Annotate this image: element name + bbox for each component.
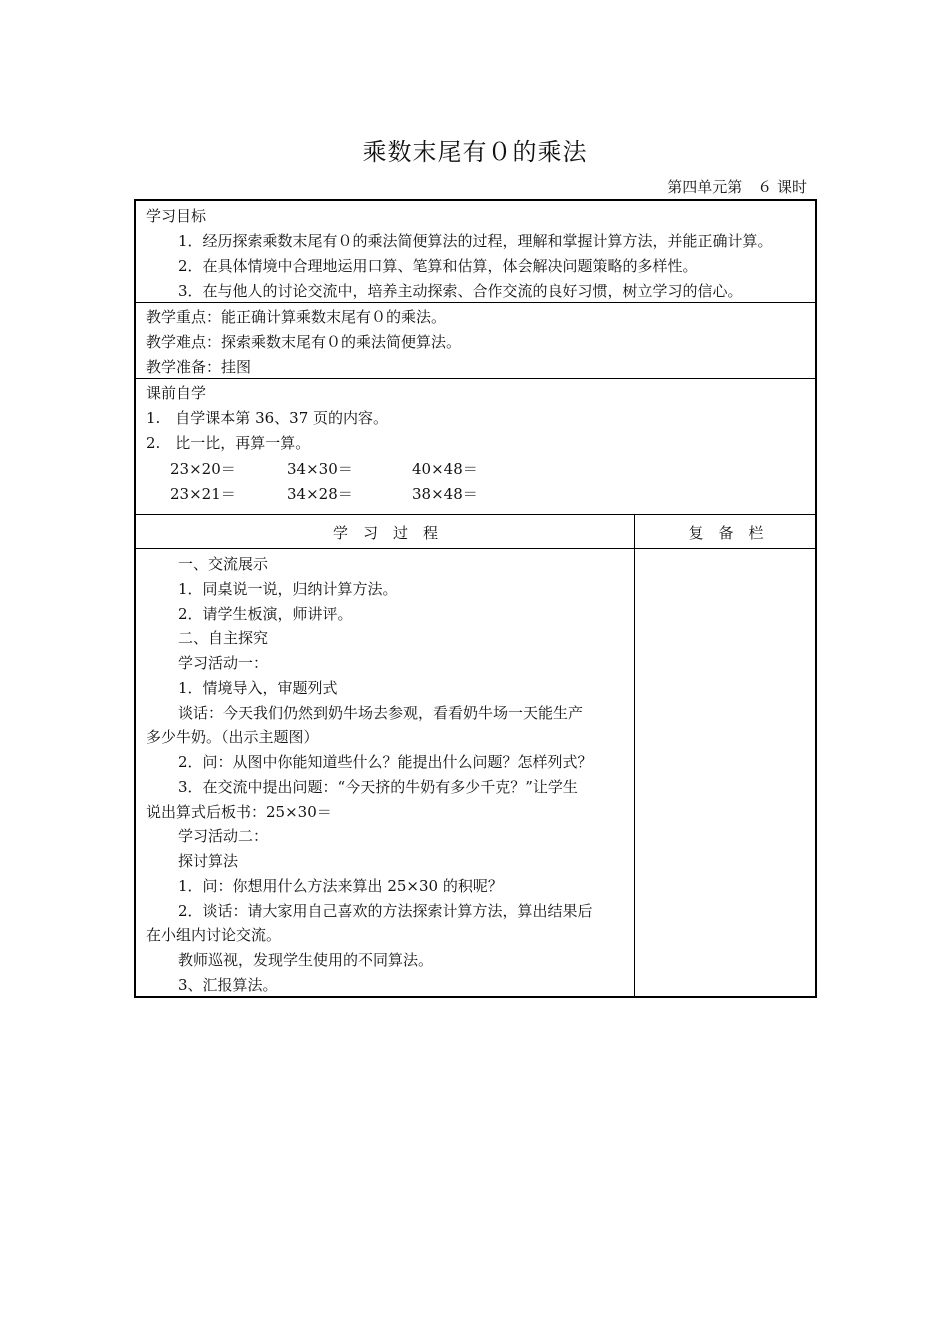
process-line: 学习活动二： [178,827,269,845]
process-line: 多少牛奶。（出示主题图） [146,728,319,746]
divider [136,514,815,515]
process-column-header: 学 习 过 程 [332,524,438,542]
exercise: 38×48＝ [412,485,478,503]
teaching-focus: 教学重点：能正确计算乘数末尾有０的乘法。 [146,308,447,326]
process-line: 在小组内讨论交流。 [146,926,282,944]
process-line: 教师巡视，发现学生使用的不同算法。 [178,951,434,969]
notes-column-header: 复 备 栏 [688,524,764,542]
unit-lesson-label: 第四单元第 ６ 课时 [667,178,807,196]
process-line: 3．在交流中提出问题：“今天挤的牛奶有多少千克？”让学生 [178,778,578,796]
divider [136,548,815,549]
exercise: 34×30＝ [287,460,353,478]
process-line: 1．情境导入，审题列式 [178,679,338,697]
process-line: 二、自主探究 [178,629,269,647]
process-line: 2．问：从图中你能知道些什么？能提出什么问题？怎样列式？ [178,753,593,771]
teaching-difficulty: 教学难点：探索乘数末尾有０的乘法简便算法。 [146,333,462,351]
process-line: 学习活动一： [178,654,269,672]
objective-item: 3．在与他人的讨论交流中，培养主动探索、合作交流的良好习惯，树立学习的信心。 [178,282,743,300]
divider [136,302,815,303]
process-line: 2．请学生板演，师讲评。 [178,605,353,623]
exercise: 40×48＝ [412,460,478,478]
exercise: 23×20＝ [170,460,236,478]
column-divider [634,514,635,998]
exercise: 23×21＝ [170,485,236,503]
process-line: 1．同桌说一说，归纳计算方法。 [178,580,398,598]
objective-item: 1．经历探索乘数末尾有０的乘法简便算法的过程，理解和掌握计算方法，并能正确计算。 [178,232,773,250]
page-title: 乘数末尾有０的乘法 [362,138,588,166]
preview-heading: 课前自学 [146,384,207,402]
process-line: 说出算式后板书：25×30＝ [146,803,332,821]
teaching-preparation: 教学准备：挂图 [146,358,252,376]
process-line: 一、交流展示 [178,555,269,573]
preview-item: 2. 比一比，再算一算。 [146,434,311,452]
process-line: 1．问：你想用什么方法来算出 25×30 的积呢？ [178,877,503,895]
process-line: 探讨算法 [178,852,239,870]
lesson-plan-table [134,199,817,998]
exercise: 34×28＝ [287,485,353,503]
objectives-heading: 学习目标 [146,207,207,225]
preview-item: 1. 自学课本第 36、37 页的内容。 [146,409,389,427]
process-line: 谈话：今天我们仍然到奶牛场去参观，看看奶牛场一天能生产 [178,704,584,722]
process-line: 3、汇报算法。 [178,976,278,994]
process-line: 2．谈话：请大家用自己喜欢的方法探索计算方法，算出结果后 [178,902,593,920]
objective-item: 2．在具体情境中合理地运用口算、笔算和估算，体会解决问题策略的多样性。 [178,257,698,275]
divider [136,378,815,379]
